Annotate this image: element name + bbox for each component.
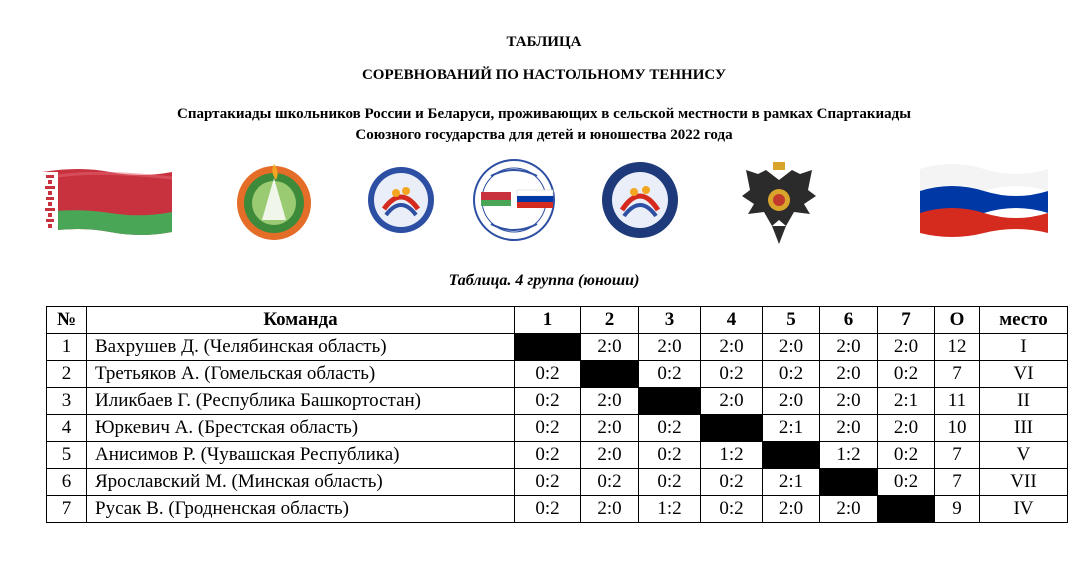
sport-emblem-icon xyxy=(234,160,314,244)
header-num: № xyxy=(47,307,87,334)
result-cell: 2:0 xyxy=(763,334,820,361)
table-row xyxy=(47,334,1068,361)
subtitle-line-1: Спартакиады школьников России и Беларуси, проживающих в сельской местности в рамках Спартакиады xyxy=(177,106,911,122)
result-cell: 2:0 xyxy=(581,334,639,361)
subtitle-line-2: Союзного государства для детей и юношества 2022 года xyxy=(355,127,733,143)
result-cell: 0:2 xyxy=(515,469,581,496)
team-name: Иликбаев Г. (Республика Башкортостан) xyxy=(87,388,515,415)
team-name: Вахрушев Д. (Челябинская область) xyxy=(87,334,515,361)
header-col-4: 4 xyxy=(701,307,763,334)
header-col-3: 3 xyxy=(639,307,701,334)
self-match-cell xyxy=(701,415,763,442)
result-cell: 0:2 xyxy=(639,415,701,442)
points-cell: 7 xyxy=(935,361,980,388)
results-table xyxy=(46,306,1068,523)
union-state-games-logo-icon xyxy=(600,160,680,240)
coat-of-arms-eagle-icon xyxy=(738,160,820,246)
header-place: место xyxy=(980,307,1068,334)
place-cell: IV xyxy=(980,496,1068,523)
header-points: О xyxy=(935,307,980,334)
result-cell: 1:2 xyxy=(701,442,763,469)
result-cell: 0:2 xyxy=(639,469,701,496)
table-row xyxy=(47,442,1068,469)
self-match-cell xyxy=(639,388,701,415)
result-cell: 2:0 xyxy=(820,361,878,388)
result-cell: 2:0 xyxy=(763,496,820,523)
row-num: 4 xyxy=(47,415,87,442)
self-match-cell xyxy=(581,361,639,388)
row-num: 3 xyxy=(47,388,87,415)
result-cell: 0:2 xyxy=(515,361,581,388)
table-header-row xyxy=(47,307,1068,334)
result-cell: 0:2 xyxy=(515,415,581,442)
result-cell: 2:0 xyxy=(820,496,878,523)
result-cell: 0:2 xyxy=(639,442,701,469)
header-col-5: 5 xyxy=(763,307,820,334)
result-cell: 0:2 xyxy=(701,496,763,523)
result-cell: 0:2 xyxy=(515,442,581,469)
self-match-cell xyxy=(878,496,935,523)
header-col-7: 7 xyxy=(878,307,935,334)
team-name: Русак В. (Гродненская область) xyxy=(87,496,515,523)
result-cell: 0:2 xyxy=(878,469,935,496)
result-cell: 1:2 xyxy=(639,496,701,523)
result-cell: 0:2 xyxy=(581,469,639,496)
header-team: Команда xyxy=(87,307,515,334)
team-name: Анисимов Р. (Чувашская Республика) xyxy=(87,442,515,469)
standing-committee-logo-icon xyxy=(471,158,557,242)
table-row xyxy=(47,361,1068,388)
row-num: 7 xyxy=(47,496,87,523)
points-cell: 11 xyxy=(935,388,980,415)
result-cell: 2:1 xyxy=(763,415,820,442)
result-cell: 2:0 xyxy=(581,388,639,415)
result-cell: 0:2 xyxy=(878,442,935,469)
title-line-1: ТАБЛИЦА xyxy=(506,34,582,50)
row-num: 2 xyxy=(47,361,87,388)
self-match-cell xyxy=(763,442,820,469)
result-cell: 0:2 xyxy=(515,388,581,415)
result-cell: 2:0 xyxy=(878,334,935,361)
result-cell: 2:1 xyxy=(763,469,820,496)
result-cell: 2:0 xyxy=(820,415,878,442)
result-cell: 2:0 xyxy=(878,415,935,442)
result-cell: 0:2 xyxy=(701,361,763,388)
result-cell: 0:2 xyxy=(639,361,701,388)
result-cell: 1:2 xyxy=(820,442,878,469)
points-cell: 7 xyxy=(935,469,980,496)
table-row xyxy=(47,469,1068,496)
place-cell: II xyxy=(980,388,1068,415)
place-cell: VII xyxy=(980,469,1068,496)
row-num: 6 xyxy=(47,469,87,496)
table-row xyxy=(47,415,1068,442)
points-cell: 7 xyxy=(935,442,980,469)
place-cell: V xyxy=(980,442,1068,469)
table-row xyxy=(47,496,1068,523)
result-cell: 0:2 xyxy=(763,361,820,388)
result-cell: 2:0 xyxy=(639,334,701,361)
row-num: 5 xyxy=(47,442,87,469)
place-cell: I xyxy=(980,334,1068,361)
self-match-cell xyxy=(515,334,581,361)
header-col-2: 2 xyxy=(581,307,639,334)
header-col-1: 1 xyxy=(515,307,581,334)
place-cell: VI xyxy=(980,361,1068,388)
russia-flag-icon xyxy=(918,161,1050,237)
result-cell: 2:0 xyxy=(701,388,763,415)
table-row xyxy=(47,388,1068,415)
result-cell: 0:2 xyxy=(878,361,935,388)
result-cell: 2:0 xyxy=(581,415,639,442)
table-caption: Таблица. 4 группа (юноши) xyxy=(448,272,640,289)
result-cell: 2:0 xyxy=(820,388,878,415)
header-col-6: 6 xyxy=(820,307,878,334)
result-cell: 0:2 xyxy=(515,496,581,523)
result-cell: 0:2 xyxy=(701,469,763,496)
place-cell: III xyxy=(980,415,1068,442)
belarus-flag-icon xyxy=(40,166,174,238)
points-cell: 9 xyxy=(935,496,980,523)
result-cell: 2:0 xyxy=(581,442,639,469)
subtitle xyxy=(0,104,1088,146)
team-name: Юркевич А. (Брестская область) xyxy=(87,415,515,442)
points-cell: 10 xyxy=(935,415,980,442)
result-cell: 2:1 xyxy=(878,388,935,415)
spartakiad-logo-icon xyxy=(366,165,436,235)
row-num: 1 xyxy=(47,334,87,361)
result-cell: 2:0 xyxy=(581,496,639,523)
result-cell: 2:0 xyxy=(820,334,878,361)
self-match-cell xyxy=(820,469,878,496)
title-line-2: СОРЕВНОВАНИЙ ПО НАСТОЛЬНОМУ ТЕННИСУ xyxy=(361,67,727,83)
result-cell: 2:0 xyxy=(701,334,763,361)
team-name: Ярославский М. (Минская область) xyxy=(87,469,515,496)
result-cell: 2:0 xyxy=(763,388,820,415)
points-cell: 12 xyxy=(935,334,980,361)
team-name: Третьяков А. (Гомельская область) xyxy=(87,361,515,388)
